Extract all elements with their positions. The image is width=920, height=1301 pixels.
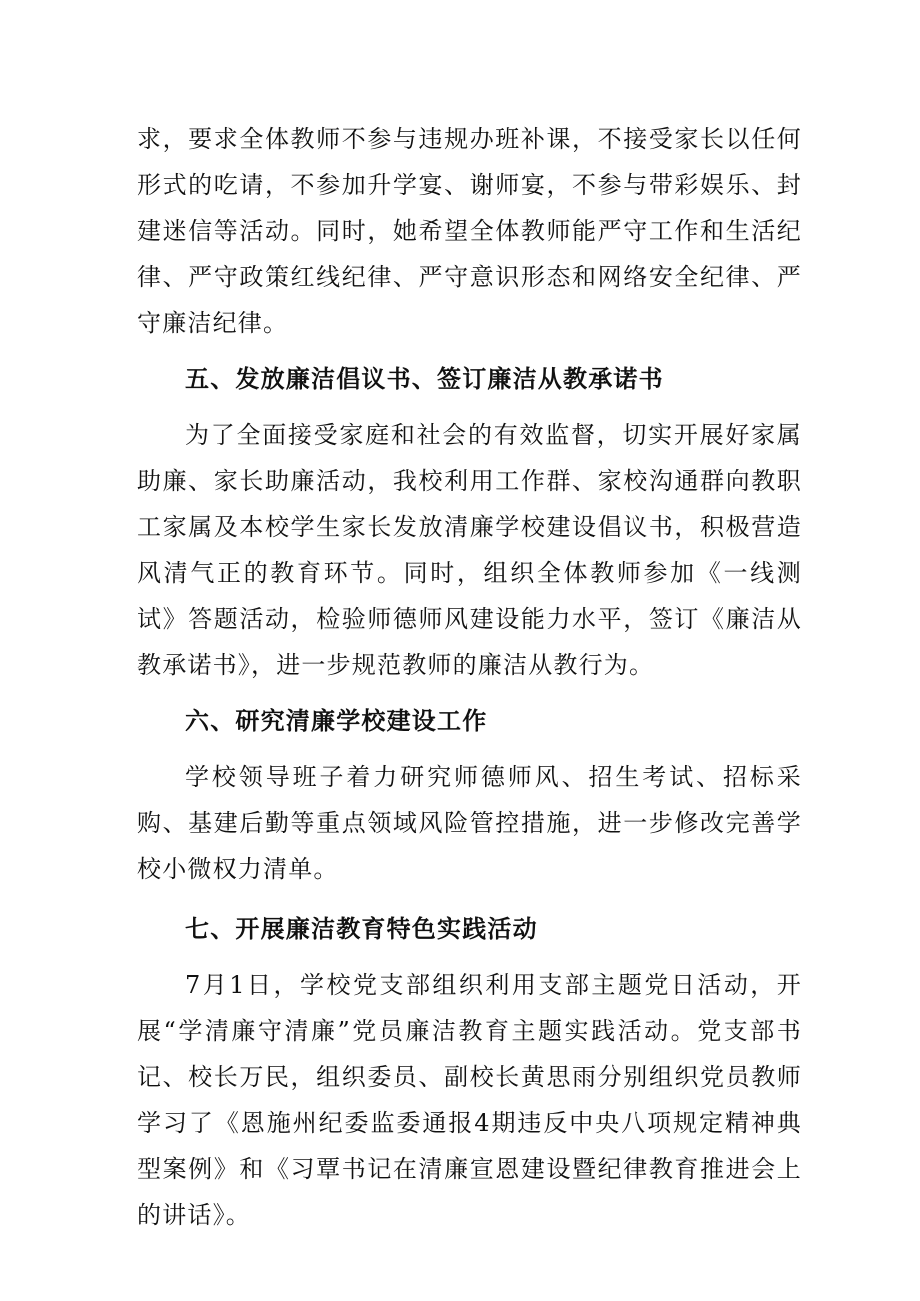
section-heading-6: 六、研究清廉学校建设工作 xyxy=(185,706,488,735)
spacer xyxy=(137,952,802,962)
paragraph-section-6: 学校领导班子着力研究师德师风、招生考试、招标采购、基建后勤等重点领域风险管控措施，进一步修改完善学校小微权力清单。 xyxy=(137,763,802,883)
document-body xyxy=(137,116,802,1238)
section-heading-7: 七、开展廉洁教育特色实践活动 xyxy=(185,914,538,943)
spacer xyxy=(137,744,802,754)
spacer xyxy=(137,688,802,698)
spacer xyxy=(137,346,802,356)
paragraph-section-5: 为了全面接受家庭和社会的有效监督，切实开展好家属助廉、家长助廉活动，我校利用工作群、家校沟通群向教职工家属及本校学生家长发放清廉学校建设倡议书，积极营造风清气正的教育环节。同时，组织全体教师参加《一线测试》答题活动，检验师德师风建设能力水平，签订《廉洁从教承诺书》，进一步规范教师的廉洁从教行为。 xyxy=(137,421,802,679)
spacer xyxy=(137,892,802,906)
paragraph-section-7: 7月1日，学校党支部组织利用支部主题党日活动，开展“学清廉守清廉”党员廉洁教育主题实践活动。党支部书记、校长万民，组织委员、副校长黄思雨分别组织党员教师学习了《恩施州纪委监委通报4期违反中央八项规定精神典型案例》和《习覃书记在清廉宣恩建设暨纪律教育推进会上的讲话》。 xyxy=(137,971,802,1229)
paragraph-continuation: 求，要求全体教师不参与违规办班补课，不接受家长以任何形式的吃请，不参加升学宴、谢师宴，不参与带彩娱乐、封建迷信等活动。同时，她希望全体教师能严守工作和生活纪律、严守政策红线纪律、严守意识形态和网络安全纪律、严守廉洁纪律。 xyxy=(137,125,802,337)
spacer xyxy=(137,402,802,412)
section-heading-5: 五、发放廉洁倡议书、签订廉洁从教承诺书 xyxy=(185,364,664,393)
